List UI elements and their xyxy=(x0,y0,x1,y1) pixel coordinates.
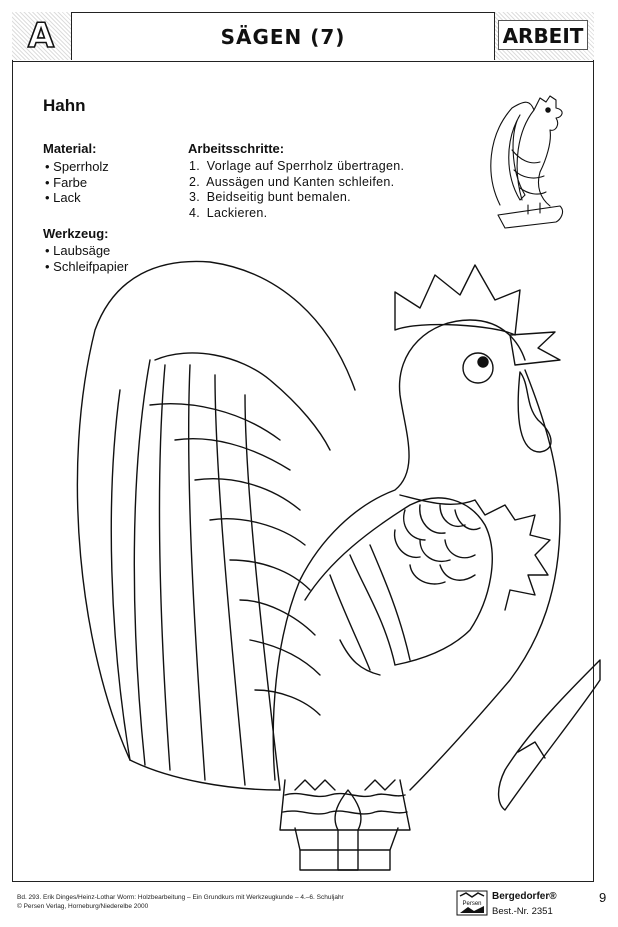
step-item: 3. Beidseitig bunt bemalen. xyxy=(189,190,351,204)
list-item: • Farbe xyxy=(45,175,109,191)
material-heading: Material: xyxy=(43,141,97,156)
page-title: SÄGEN (7) xyxy=(220,25,346,49)
material-list xyxy=(45,159,109,206)
page-header xyxy=(12,12,594,62)
publisher-logo xyxy=(456,890,488,916)
citation: Bd. 293. Erik Dinges/Heinz-Lothar Worm: Holzbearbeitung – Ein Grundkurs mit Werkzeugkunde – 4.–6. Schuljahr © Persen Verlag, Horneburg/Niederelbe 2000 xyxy=(17,894,344,910)
category-tag-box xyxy=(494,12,594,60)
page-frame xyxy=(12,12,594,882)
step-item: 2. Aussägen und Kanten schleifen. xyxy=(189,174,395,189)
page-number: 9 xyxy=(599,890,607,905)
category-tag: ARBEIT xyxy=(498,20,588,50)
tools-list xyxy=(45,243,128,274)
order-number: Best.-Nr. 2351 xyxy=(492,906,553,917)
list-item: • Sperrholz xyxy=(45,159,109,175)
list-item: • Laubsäge xyxy=(45,243,128,259)
section-letter-box xyxy=(12,12,72,60)
brand-name: Bergedorfer® xyxy=(492,891,557,902)
section-letter: A xyxy=(27,16,55,56)
step-item: 1. Vorlage auf Sperrholz übertragen. xyxy=(189,159,405,173)
steps-list xyxy=(189,159,404,221)
tools-heading: Werkzeug: xyxy=(43,226,109,241)
project-title: Hahn xyxy=(43,96,86,115)
step-item: 4. Lackieren. xyxy=(189,205,268,220)
steps-heading: Arbeitsschritte: xyxy=(188,141,285,156)
svg-text:Persen: Persen xyxy=(462,901,482,907)
list-item: • Schleifpapier xyxy=(45,259,128,275)
list-item: • Lack xyxy=(45,190,109,206)
